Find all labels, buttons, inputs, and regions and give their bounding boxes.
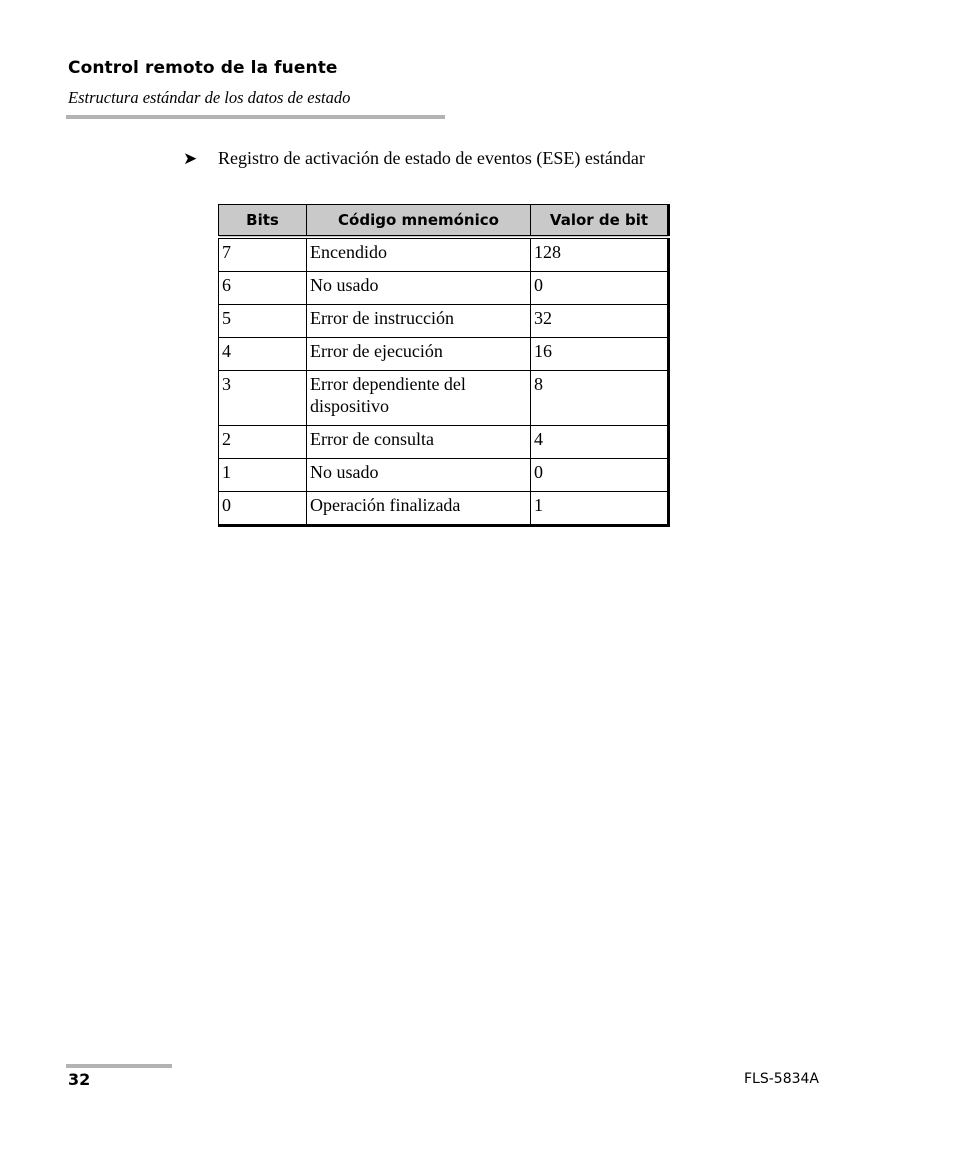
bit-cell: 6 <box>219 272 307 305</box>
bit-cell: 0 <box>219 492 307 526</box>
value-cell: 8 <box>531 371 669 426</box>
table-row <box>219 492 669 526</box>
value-cell: 16 <box>531 338 669 371</box>
table-row <box>219 338 669 371</box>
table-row <box>219 371 669 426</box>
page-header-title: Control remoto de la fuente <box>68 58 338 78</box>
table-row <box>219 305 669 338</box>
table-row <box>219 426 669 459</box>
column-header-bits: Bits <box>219 205 307 238</box>
column-header-bit-value: Valor de bit <box>531 205 669 238</box>
value-cell: 128 <box>531 237 669 272</box>
mnemonic-cell: No usado <box>307 272 531 305</box>
bit-cell: 5 <box>219 305 307 338</box>
arrowhead-bullet-icon: ➤ <box>183 149 198 168</box>
page-number: 32 <box>68 1070 91 1089</box>
bit-cell: 3 <box>219 371 307 426</box>
document-code: FLS-5834A <box>744 1071 819 1087</box>
section-heading <box>183 148 645 169</box>
value-cell: 32 <box>531 305 669 338</box>
table-row <box>219 459 669 492</box>
bit-cell: 1 <box>219 459 307 492</box>
mnemonic-cell: Error de instrucción <box>307 305 531 338</box>
page-header-subtitle: Estructura estándar de los datos de estado <box>68 88 351 107</box>
value-cell: 0 <box>531 459 669 492</box>
mnemonic-cell: Error dependiente del dispositivo <box>307 371 531 426</box>
column-header-mnemonic: Código mnemónico <box>307 205 531 238</box>
mnemonic-cell: No usado <box>307 459 531 492</box>
mnemonic-cell: Encendido <box>307 237 531 272</box>
value-cell: 4 <box>531 426 669 459</box>
bit-cell: 7 <box>219 237 307 272</box>
footer-divider <box>66 1064 172 1068</box>
mnemonic-cell: Operación finalizada <box>307 492 531 526</box>
ese-register-table <box>218 204 670 527</box>
mnemonic-cell: Error de consulta <box>307 426 531 459</box>
header-divider <box>66 115 445 119</box>
bit-cell: 4 <box>219 338 307 371</box>
table-row <box>219 272 669 305</box>
mnemonic-cell: Error de ejecución <box>307 338 531 371</box>
table-row <box>219 237 669 272</box>
table-header-row <box>219 205 669 238</box>
value-cell: 0 <box>531 272 669 305</box>
bit-cell: 2 <box>219 426 307 459</box>
section-heading-text: Registro de activación de estado de eventos (ESE) estándar <box>218 148 645 168</box>
value-cell: 1 <box>531 492 669 526</box>
